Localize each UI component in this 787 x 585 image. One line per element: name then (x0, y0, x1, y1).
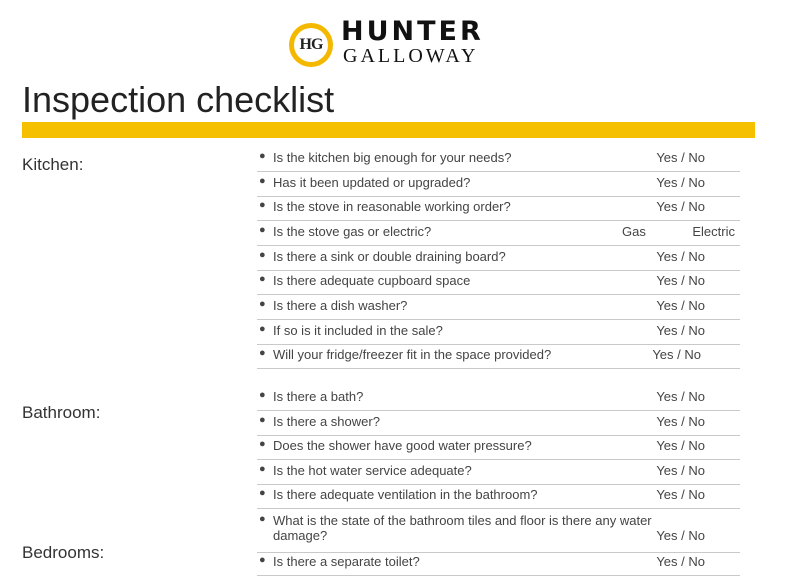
yes-no-answer[interactable]: Yes / No (656, 463, 705, 478)
bullet-icon: ● (259, 487, 266, 499)
checklist-row (257, 295, 740, 320)
checklist-row (257, 147, 740, 172)
checklist-question: Is the kitchen big enough for your needs? (273, 150, 512, 165)
yes-no-answer[interactable]: Yes / No (656, 528, 705, 543)
logo-name-line2: GALLOWAY (343, 45, 479, 67)
checklist-question: Has it been updated or upgraded? (273, 175, 471, 190)
yes-no-answer[interactable]: Yes / No (656, 323, 705, 338)
yes-no-answer[interactable]: Yes / No (656, 175, 705, 190)
bullet-icon: ● (259, 224, 266, 236)
checklist-question: Is there a shower? (273, 414, 380, 429)
checklist-question: Is there adequate cupboard space (273, 273, 471, 288)
checklist-row (257, 512, 740, 553)
section-label-bathroom: Bathroom: (22, 403, 101, 422)
title-accent-bar (22, 122, 755, 138)
yes-no-answer[interactable]: Yes / No (656, 554, 705, 569)
bullet-icon: ● (259, 199, 266, 211)
checklist-question: If so is it included in the sale? (273, 323, 443, 338)
option-electric[interactable]: Electric (692, 224, 735, 239)
checklist-row (257, 221, 740, 246)
checklist-question: Is there a sink or double draining board? (273, 249, 506, 264)
bullet-icon: ● (259, 249, 266, 261)
bullet-icon: ● (259, 463, 266, 475)
bullet-icon: ● (259, 414, 266, 426)
checklist-row (257, 460, 740, 485)
checklist-question: Is there adequate ventilation in the bathroom? (273, 487, 538, 502)
yes-no-answer[interactable]: Yes / No (656, 298, 705, 313)
checklist-row (257, 172, 740, 197)
bullet-icon: ● (259, 175, 266, 187)
option-gas[interactable]: Gas (622, 224, 646, 239)
checklist-row (257, 320, 740, 345)
checklist-question: Is the stove gas or electric? (273, 224, 432, 239)
bullet-icon: ● (259, 513, 266, 525)
yes-no-answer[interactable]: Yes / No (656, 273, 705, 288)
checklist-question: Is the stove in reasonable working order? (273, 199, 511, 214)
yes-no-answer[interactable]: Yes / No (656, 487, 705, 502)
bullet-icon: ● (259, 438, 266, 450)
yes-no-answer[interactable]: Yes / No (656, 150, 705, 165)
checklist-question: Is there a separate toilet? (273, 554, 420, 569)
checklist-question: Does the shower have good water pressure? (273, 438, 532, 453)
yes-no-answer[interactable]: Yes / No (656, 389, 705, 404)
company-logo (289, 17, 499, 69)
logo-badge-icon (289, 23, 333, 67)
bullet-icon: ● (259, 298, 266, 310)
yes-no-answer[interactable]: Yes / No (656, 438, 705, 453)
checklist-question: Is there a bath? (273, 389, 364, 404)
checklist-row (257, 435, 740, 460)
checklist-row (257, 386, 740, 411)
section-label-kitchen: Kitchen: (22, 155, 84, 174)
page-title: Inspection checklist (22, 79, 335, 120)
checklist-row (257, 270, 740, 295)
checklist-row (257, 196, 740, 221)
bullet-icon: ● (259, 150, 266, 162)
bullet-icon: ● (259, 347, 266, 359)
logo-name-line1: HUNTER (341, 16, 484, 47)
bullet-icon: ● (259, 554, 266, 566)
checklist-question: Is the hot water service adequate? (273, 463, 472, 478)
checklist-question-line2: damage? (273, 528, 328, 543)
checklist-question: Is there a dish washer? (273, 298, 408, 313)
bullet-icon: ● (259, 273, 266, 285)
bullet-icon: ● (259, 389, 266, 401)
checklist-row (257, 551, 740, 576)
yes-no-answer[interactable]: Yes / No (656, 414, 705, 429)
yes-no-answer[interactable]: Yes / No (656, 199, 705, 214)
checklist-question-line1: What is the state of the bathroom tiles and floor is there any water (273, 513, 652, 528)
checklist-row (257, 411, 740, 436)
bullet-icon: ● (259, 323, 266, 335)
checklist-row (257, 344, 740, 369)
yes-no-answer[interactable]: Yes / No (652, 347, 701, 362)
yes-no-answer[interactable]: Yes / No (656, 249, 705, 264)
checklist-row (257, 484, 740, 509)
checklist-question: Will your fridge/freezer fit in the space provided? (273, 347, 552, 362)
section-label-bedrooms: Bedrooms: (22, 543, 105, 562)
checklist-row (257, 246, 740, 271)
logo-monogram: HG (294, 28, 328, 62)
